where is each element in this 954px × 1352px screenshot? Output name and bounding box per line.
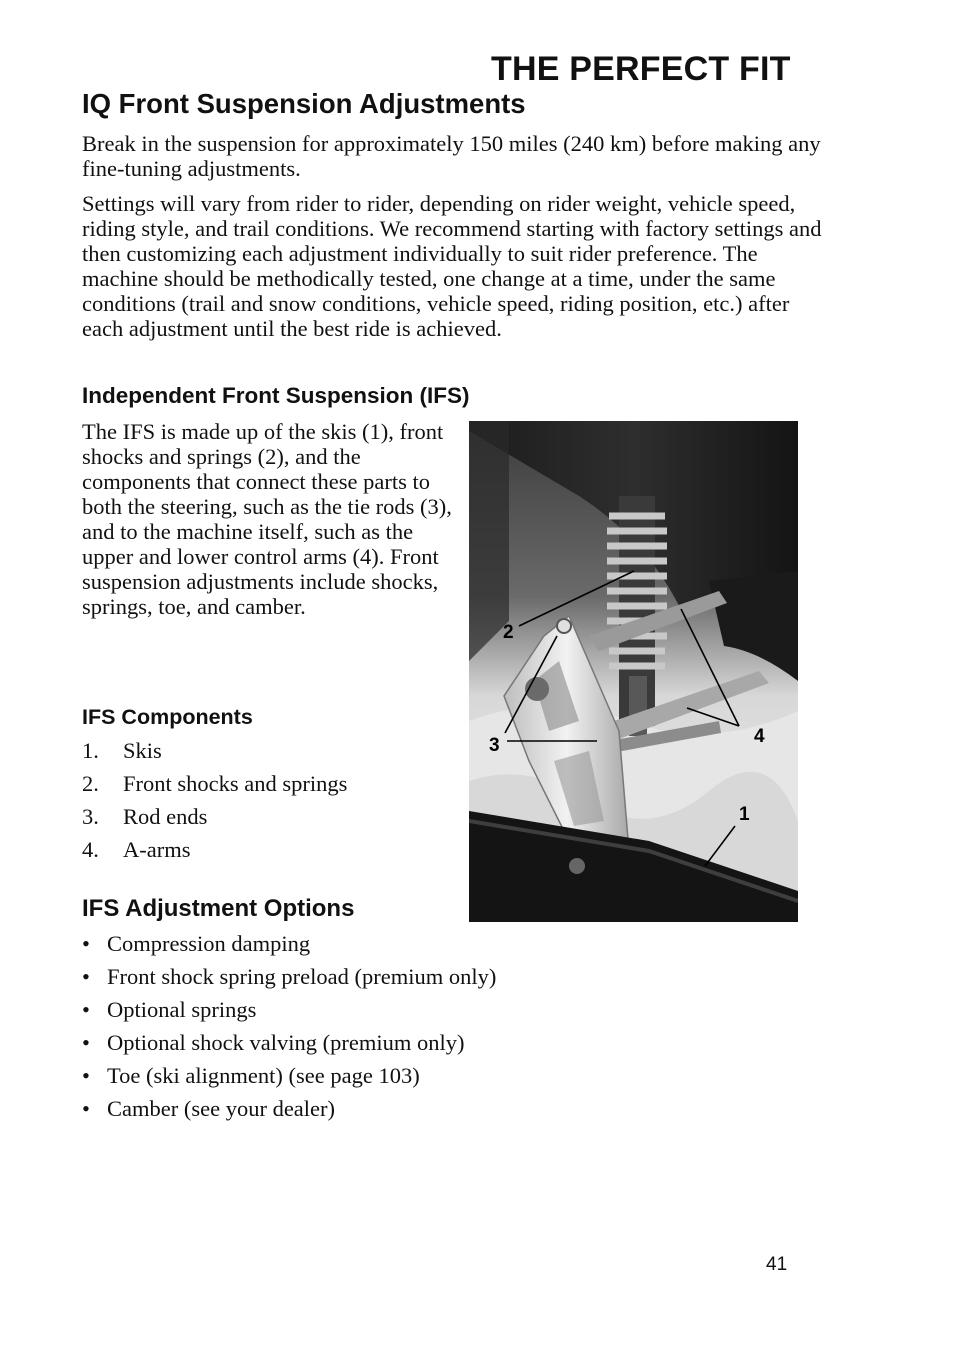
intro-paragraph: Break in the suspension for approximately 150 miles (240 km) before making any fine-tuning adjustments. [82,131,821,181]
suspension-photo [469,421,798,922]
list-item [82,1063,496,1096]
list-label: Optional springs [107,997,257,1022]
list-label: Camber (see your dealer) [107,1096,336,1121]
adjustments-heading: IFS Adjustment Options [82,895,355,922]
running-head: THE PERFECT FIT [491,50,791,88]
list-item [82,771,347,804]
settings-paragraph: Settings will vary from rider to rider, depending on rider weight, vehicle speed, riding style, and trail conditions. We recommend starting with factory settings and then customizing each adjustment individually to suit rider preference. The machine should be methodically tested, one change at a time, under the same conditions (trail and snow conditions, vehicle speed, riding position, etc.) after each adjustment until the best ride is achieved. [82,191,822,341]
list-label: Skis [123,738,162,763]
list-item [82,837,347,870]
ifs-paragraph: The IFS is made up of the skis (1), front shocks and springs (2), and the components that connect these parts to both the steering, such as the tie rods (3), and to the machine itself, such as the upper and lower control arms (4). Front suspension adjustments include shocks, springs, toe, and camber. [82,419,452,619]
adjustments-list [82,931,496,1129]
page-number: 41 [766,1254,788,1275]
list-label: Rod ends [123,804,208,829]
list-label: Optional shock valving (premium only) [107,1030,465,1055]
list-item [82,804,347,837]
callout-1: 1 [739,804,750,825]
list-item [82,1096,496,1129]
bullet-icon: • [82,931,90,956]
list-label: Front shock spring preload (premium only) [107,964,497,989]
components-list [82,738,347,870]
list-item [82,997,496,1030]
list-number: 3. [82,804,99,829]
callout-3: 3 [489,735,500,756]
list-label: Front shocks and springs [123,771,348,796]
list-number: 1. [82,738,99,763]
list-number: 4. [82,837,99,862]
list-number: 2. [82,771,99,796]
list-label: Compression damping [107,931,311,956]
list-label: A-arms [123,837,191,862]
bullet-icon: • [82,1096,90,1121]
bullet-icon: • [82,997,90,1022]
list-item [82,964,496,997]
list-item [82,931,496,964]
list-item [82,738,347,771]
callout-2: 2 [503,622,514,643]
bullet-icon: • [82,964,90,989]
rod-end [557,619,571,633]
callout-4: 4 [754,726,765,747]
bullet-icon: • [82,1063,90,1088]
bullet-icon: • [82,1030,90,1055]
section-title: IQ Front Suspension Adjustments [82,88,526,119]
components-heading: IFS Components [82,705,253,729]
list-label: Toe (ski alignment) (see page 103) [107,1063,420,1088]
ifs-heading: Independent Front Suspension (IFS) [82,383,470,408]
list-item [82,1030,496,1063]
